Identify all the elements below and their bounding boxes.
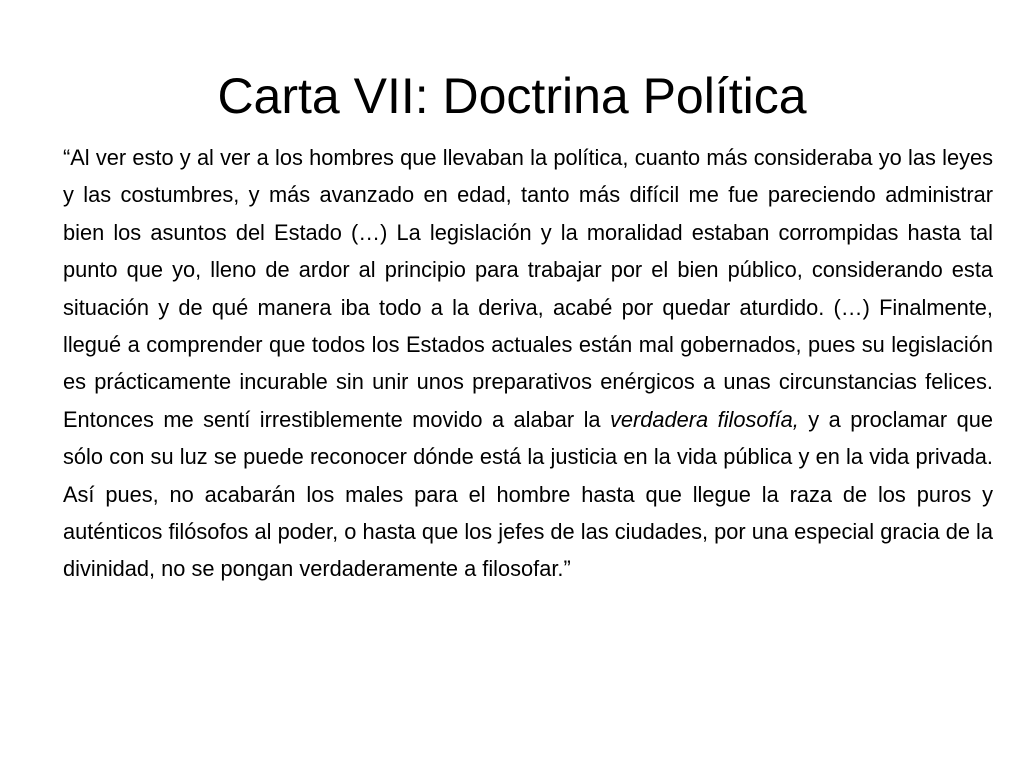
quote-text-part-2: y a proclamar que sólo con su luz se puede reconocer dónde está la justicia en la vida pública y en la vida privada. Así pues, no acabarán los males para el hombre hasta que llegue la raza de los puros y auténticos filósofos al poder, o hasta que los jefes de las ciudades, por una especial gracia de la divinidad, no se pongan verdaderamente a filosofar.” — [63, 406, 993, 582]
quote-paragraph — [63, 139, 993, 588]
quote-italic-text: verdadera filosofía, — [610, 406, 799, 432]
slide-title: Carta VII: Doctrina Política — [217, 68, 807, 124]
quote-text-part-1: “Al ver esto y al ver a los hombres que llevaban la política, cuanto más consideraba yo las leyes y las costumbres, y más avanzado en edad, tanto más difícil me fue pareciendo administrar bien los asuntos del Estado (…) La legislación y la moralidad estaban corrompidas hasta tal punto que yo, lleno de ardor al principio para trabajar por el bien público, considerando esta situación y de qué manera iba todo a la deriva, acabé por quedar aturdido. (…) Finalmente, llegué a comprender que todos los Estados actuales están mal gobernados, pues su legislación es prácticamente incurable sin unir unos preparativos enérgicos a unas circunstancias felices. Entonces me sentí irrestiblemente movido a alabar la — [63, 145, 993, 432]
